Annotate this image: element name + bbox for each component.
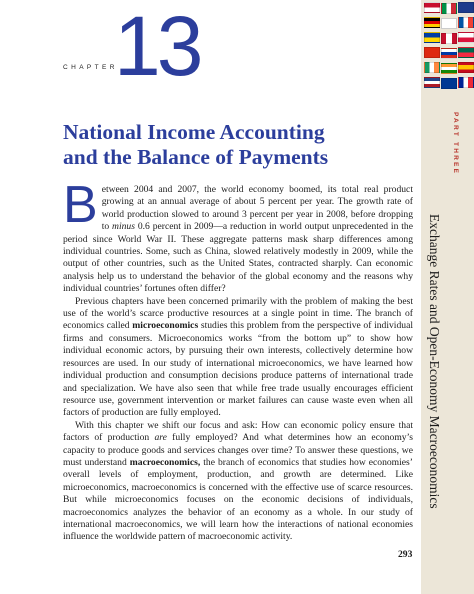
flag-icon xyxy=(441,48,457,59)
part-title: Exchange Rates and Open-Economy Macroeconomics xyxy=(427,214,442,509)
flag-icon xyxy=(458,32,474,43)
paragraph-3-text-b: fully employed? And what determines how an economy’s capacity to produce goods and services changes over time? To answer these questions, we must understand xyxy=(63,432,413,468)
flag-icon xyxy=(424,2,440,13)
key-term-macroeconomics: macroeconomics, xyxy=(129,456,201,468)
paragraph-2-text-a: Previous chapters have been concerned primarily with the problem of making the best use of the world’s scarce productive resources at a single point in time. The branch of economics called xyxy=(63,295,413,332)
chapter-label: CHAPTER xyxy=(63,64,118,71)
chapter-body xyxy=(63,176,413,544)
paragraph-1 xyxy=(63,176,413,296)
flag-strip xyxy=(421,0,474,100)
flag-icon xyxy=(441,63,457,74)
key-term-microeconomics: microeconomics xyxy=(132,320,199,332)
flag-icon xyxy=(441,3,457,14)
paragraph-1-emphasis: minus xyxy=(112,221,135,233)
flag-icon xyxy=(458,62,474,73)
flag-icon xyxy=(441,33,457,44)
paragraph-3 xyxy=(63,420,413,544)
flag-icon xyxy=(458,47,474,58)
page-number: 293 xyxy=(398,549,413,560)
flag-icon xyxy=(458,17,474,28)
paragraph-1-text: etween 2004 and 2007, the world economy boomed, its total real product growing at an annual average of about 5 percent per year. The growth rate of world production slowed to around 3 percent per year in 2008, before dropping to xyxy=(101,184,413,233)
drop-cap: B xyxy=(63,176,98,234)
flag-icon xyxy=(458,77,474,88)
paragraph-2-text-b: studies this problem from the perspective of individual firms and consumers. Microeconomics works “from the bottom up” to show how individual economic actors, by pursuing their own interests, collectively determine how resources are used. In our study of international microeconomics, we have learned how individual production and consumption decisions produce patterns of international trade and specialization. We have also seen that while free trade usually encourages efficient resource use, government intervention or market failures can cause waste even when all factors of production are fully employed. xyxy=(63,320,413,419)
flag-icon xyxy=(424,32,440,43)
chapter-title xyxy=(63,120,413,170)
flag-icon xyxy=(424,47,440,58)
flag-icon xyxy=(424,17,440,28)
part-label: PART THREE xyxy=(452,112,459,176)
paragraph-3-emphasis: are xyxy=(154,432,167,444)
paragraph-3-text-c: the branch of economics that studies how economies’ overall levels of employment, production, and growth are determined. Like microeconomics, macroeconomics is concerned with the effective use of scarce resources. But while microeconomics focuses on the economic decisions of individuals, macroeconomics analyzes the behavior of an economy as a whole. In our study of international macroeconomics, we will learn how the interactions of national economies influence the worldwide pattern of macroeconomic activity. xyxy=(63,456,413,543)
flag-icon xyxy=(441,18,457,29)
chapter-title-line-2: and the Balance of Payments xyxy=(63,145,329,169)
paragraph-2 xyxy=(63,296,413,420)
flag-icon xyxy=(458,2,474,13)
chapter-number: 13 xyxy=(114,0,200,93)
paragraph-1-text-end: 0.6 percent in 2009—a reduction in world output unprecedented in the period since World War II. These aggregate patterns mask sharp differences among individual countries. Some, such as China, slowed relatively modestly in 2009, while the output of other countries, such as the United States, contracted sharply. Can economic analysis help us to understand the behavior of the global economy and the reasons why individual countries’ fortunes often differ? xyxy=(63,221,413,295)
chapter-title-line-1: National Income Accounting xyxy=(63,120,325,144)
paragraph-3-text-a: With this chapter we shift our focus and ask: How can economic policy ensure that factors of production xyxy=(63,419,413,444)
flag-icon xyxy=(424,62,440,73)
flag-icon xyxy=(441,78,457,89)
flag-icon xyxy=(424,77,440,88)
